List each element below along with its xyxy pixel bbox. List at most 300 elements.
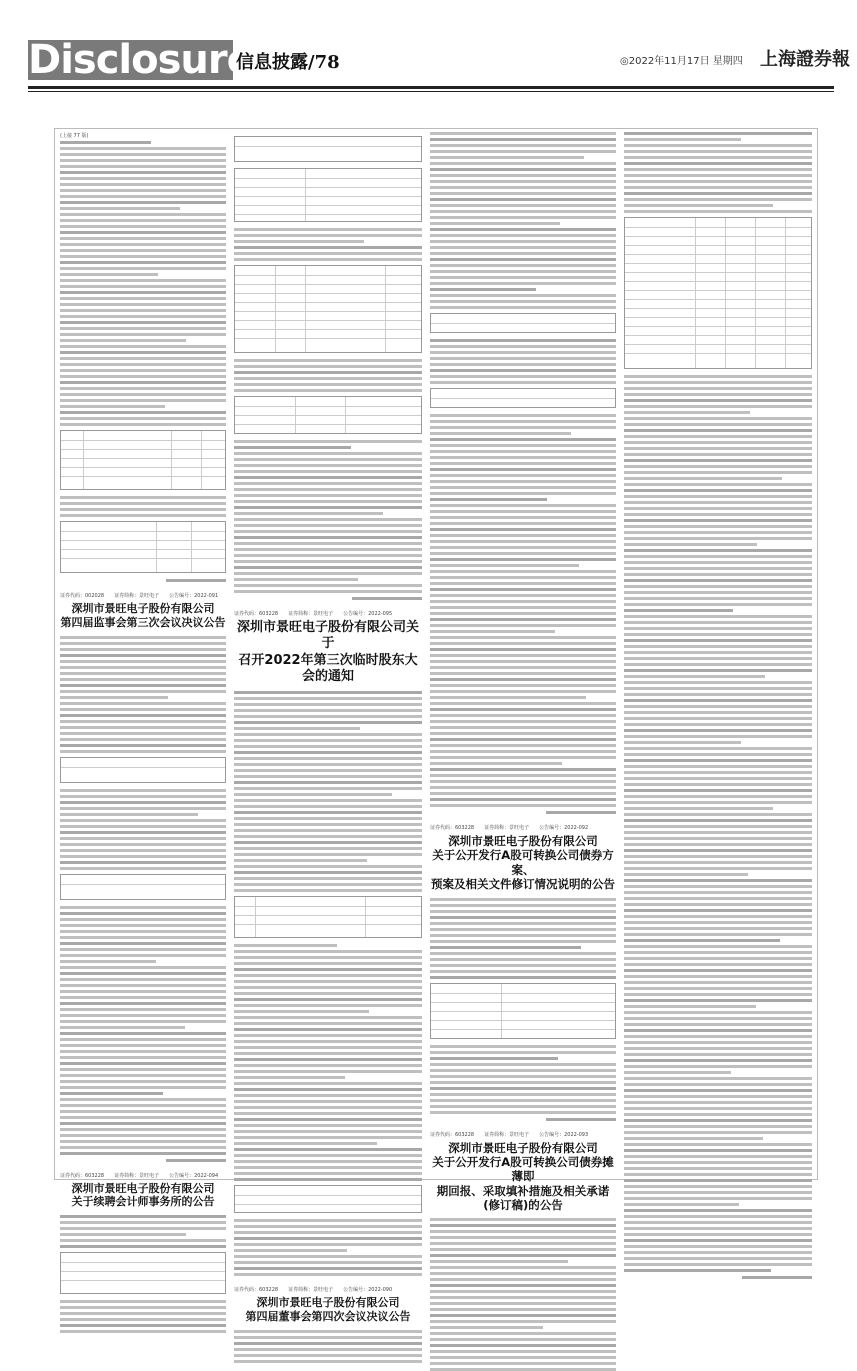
text-line <box>234 584 422 587</box>
text-line <box>624 423 812 426</box>
text-line <box>430 510 616 513</box>
text-line <box>430 426 616 429</box>
text-line <box>624 513 812 516</box>
text-line <box>234 590 422 593</box>
table-row-line <box>235 196 421 197</box>
text-line <box>60 1008 226 1011</box>
sign-off <box>166 1159 226 1162</box>
text-line <box>60 321 226 324</box>
text-line <box>624 645 812 648</box>
text-line <box>624 819 812 822</box>
text-line <box>430 618 616 621</box>
text-line <box>234 228 422 231</box>
table-row-line <box>625 245 811 246</box>
text-line <box>60 738 226 741</box>
text-line <box>430 588 616 591</box>
table-row-line <box>61 440 225 441</box>
data-table <box>60 757 226 783</box>
text-line <box>234 769 422 772</box>
text-line <box>60 708 226 711</box>
table-row-line <box>235 906 421 907</box>
body-text-block <box>60 141 226 426</box>
text-line <box>624 1089 812 1092</box>
notice-title: 预案及相关文件修订情况说明的公告 <box>431 877 615 892</box>
text-line <box>60 363 226 366</box>
text-line <box>430 351 616 354</box>
text-line <box>60 636 226 639</box>
text-line <box>60 1146 226 1149</box>
text-line <box>60 1312 226 1315</box>
table-row-line <box>235 424 421 425</box>
text-line <box>624 783 812 786</box>
text-line <box>234 1166 422 1169</box>
header-rule-thin <box>28 91 834 92</box>
text-line <box>624 1191 812 1194</box>
text-line <box>624 495 812 498</box>
text-line <box>60 177 226 180</box>
text-line <box>430 952 616 955</box>
text-line <box>624 441 812 444</box>
financial-table <box>624 217 812 369</box>
text-line <box>624 1035 812 1038</box>
text-line <box>60 831 226 834</box>
text-line <box>624 675 765 678</box>
text-line <box>234 1237 422 1240</box>
text-line <box>624 585 812 588</box>
text-line <box>234 1112 422 1115</box>
text-line <box>234 1148 422 1151</box>
text-line <box>430 558 616 561</box>
text-line <box>624 429 812 432</box>
text-line <box>430 1111 616 1114</box>
text-line <box>430 600 616 603</box>
text-line <box>60 514 226 517</box>
text-line <box>234 1010 369 1013</box>
text-line <box>430 1105 616 1108</box>
data-table <box>234 896 422 938</box>
table-row-line <box>431 1002 615 1003</box>
text-line <box>430 1296 616 1299</box>
text-line <box>234 482 422 485</box>
text-line <box>234 883 422 886</box>
notice-supervisory-board <box>60 592 226 630</box>
table-row-line <box>431 993 615 994</box>
text-line <box>624 1071 731 1074</box>
text-line <box>234 536 422 539</box>
text-line <box>624 1179 812 1182</box>
text-line <box>624 1257 812 1260</box>
text-line <box>60 225 226 228</box>
text-line <box>234 1231 422 1234</box>
text-line <box>234 548 422 551</box>
text-line <box>430 1326 543 1329</box>
text-line <box>60 255 226 258</box>
table-row-line <box>235 329 421 330</box>
text-line <box>624 1239 812 1242</box>
text-line <box>234 1034 422 1037</box>
text-line <box>430 246 616 249</box>
text-line <box>430 606 616 609</box>
text-line <box>234 751 422 754</box>
text-line <box>624 132 812 135</box>
text-line <box>624 1131 812 1134</box>
text-line <box>234 787 422 790</box>
text-line <box>624 210 812 213</box>
text-line <box>430 282 616 285</box>
text-line <box>624 933 812 936</box>
text-line <box>60 1116 226 1119</box>
text-line <box>60 1002 226 1005</box>
text-line <box>60 1134 226 1137</box>
text-line <box>60 867 226 870</box>
text-line <box>430 744 616 747</box>
text-line <box>234 452 422 455</box>
text-line <box>60 213 226 216</box>
text-line <box>430 420 616 423</box>
text-line <box>430 414 616 417</box>
text-line <box>60 183 226 186</box>
text-line <box>430 774 616 777</box>
text-line <box>234 1082 422 1085</box>
text-line <box>60 333 226 336</box>
text-line <box>430 198 616 201</box>
text-line <box>234 1255 422 1258</box>
body-text-block <box>234 1330 422 1363</box>
text-line <box>60 285 226 288</box>
text-line <box>234 1336 422 1339</box>
text-line <box>234 560 422 563</box>
text-line <box>430 204 616 207</box>
table-row-line <box>235 415 421 416</box>
text-line <box>624 1125 812 1128</box>
text-line <box>430 976 616 979</box>
text-line <box>234 733 422 736</box>
text-line <box>624 501 812 504</box>
table-row-line <box>61 1271 225 1272</box>
text-line <box>234 1342 422 1345</box>
text-line <box>624 627 812 630</box>
text-line <box>624 417 812 420</box>
text-line <box>624 198 812 201</box>
text-line <box>234 506 422 509</box>
text-line <box>60 1128 226 1131</box>
text-line <box>234 1052 422 1055</box>
text-line <box>60 660 226 663</box>
text-line <box>60 207 180 210</box>
masthead <box>0 0 857 120</box>
table-row-line <box>625 308 811 309</box>
text-line <box>624 909 812 912</box>
text-line <box>234 494 422 497</box>
text-line <box>60 1300 226 1303</box>
text-line <box>624 1113 812 1116</box>
text-line <box>430 1057 558 1060</box>
text-line <box>234 240 364 243</box>
text-line <box>624 621 812 624</box>
text-line <box>234 1360 422 1363</box>
notice-title: 期回报、采取填补措施及相关承诺 <box>436 1183 610 1198</box>
text-line <box>234 1136 422 1139</box>
text-line <box>234 518 422 521</box>
text-line <box>430 1242 616 1245</box>
text-line <box>430 132 616 135</box>
text-line <box>60 984 226 987</box>
text-line <box>430 1290 616 1293</box>
text-line <box>624 1161 812 1164</box>
text-line <box>430 552 616 555</box>
text-line <box>234 1130 422 1133</box>
text-line <box>430 1266 616 1269</box>
table-row-line <box>235 275 421 276</box>
text-line <box>60 1110 226 1113</box>
text-line <box>60 720 226 723</box>
text-line <box>430 300 616 303</box>
text-line <box>60 237 226 240</box>
text-line <box>624 795 812 798</box>
text-line <box>60 750 226 753</box>
text-line <box>430 1051 616 1054</box>
text-line <box>60 744 226 747</box>
text-line <box>430 144 616 147</box>
text-line <box>430 258 616 261</box>
text-line <box>60 195 226 198</box>
body-text-block <box>234 944 422 1181</box>
text-line <box>234 365 422 368</box>
data-table <box>60 1252 226 1294</box>
text-line <box>624 537 812 540</box>
text-line <box>430 480 616 483</box>
text-line <box>624 435 812 438</box>
text-line <box>60 1080 226 1083</box>
text-line <box>60 807 226 810</box>
text-line <box>430 1063 616 1066</box>
body-text-block <box>430 898 616 979</box>
text-line <box>430 375 616 378</box>
text-line <box>430 898 616 901</box>
text-line <box>624 741 741 744</box>
text-line <box>60 966 226 969</box>
text-line <box>624 387 812 390</box>
text-line <box>234 1064 422 1067</box>
text-line <box>60 508 226 511</box>
notice-title: 深圳市景旺电子股份有限公司 <box>71 602 215 615</box>
text-line <box>60 906 226 909</box>
text-line <box>624 1167 812 1170</box>
text-line <box>234 950 422 953</box>
text-line <box>430 546 616 549</box>
table-row-line <box>431 1029 615 1030</box>
text-line <box>624 483 812 486</box>
table-row-line <box>61 549 225 550</box>
text-line <box>430 804 616 807</box>
body-text-block <box>60 906 226 1155</box>
text-line <box>430 678 616 681</box>
column-3 <box>430 132 616 1212</box>
text-line <box>624 945 812 948</box>
text-line <box>234 1028 422 1031</box>
table-row-line <box>61 1280 225 1281</box>
text-line <box>430 306 616 309</box>
text-line <box>624 885 812 888</box>
table-row-line <box>625 227 811 228</box>
text-line <box>60 165 226 168</box>
text-line <box>624 663 812 666</box>
text-line <box>60 303 226 306</box>
table-row-line <box>235 284 421 285</box>
text-line <box>234 458 422 461</box>
text-line <box>624 144 812 147</box>
text-line <box>624 927 812 930</box>
text-line <box>624 150 812 153</box>
text-line <box>60 1104 226 1107</box>
text-line <box>624 1203 739 1206</box>
text-line <box>60 273 158 276</box>
text-line <box>234 488 422 491</box>
table-row-line <box>431 398 615 399</box>
column-1 <box>60 132 226 1209</box>
text-line <box>624 753 812 756</box>
text-line <box>430 276 616 279</box>
text-line <box>624 855 812 858</box>
text-line <box>624 1011 812 1014</box>
body-text-block <box>60 1300 226 1333</box>
text-line <box>430 1320 616 1323</box>
text-line <box>234 859 367 862</box>
text-line <box>624 765 812 768</box>
text-line <box>60 1032 226 1035</box>
text-line <box>60 1026 185 1029</box>
text-line <box>430 288 536 291</box>
text-line <box>60 936 226 939</box>
text-line <box>624 1023 812 1026</box>
text-line <box>624 1077 812 1080</box>
text-line <box>60 954 226 957</box>
section-title: 信息披露/78 <box>236 52 340 73</box>
text-line <box>60 702 226 705</box>
text-line <box>624 1029 812 1032</box>
text-line <box>430 498 547 501</box>
text-line <box>624 801 812 804</box>
text-line <box>624 747 812 750</box>
text-line <box>60 411 226 414</box>
text-line <box>624 903 812 906</box>
text-line <box>234 1058 422 1061</box>
text-line <box>430 468 616 471</box>
text-line <box>430 474 616 477</box>
text-line <box>430 462 616 465</box>
notice-title: 第四届监事会第三次会议决议公告 <box>60 615 226 629</box>
text-line <box>430 690 616 693</box>
text-line <box>624 192 812 195</box>
text-line <box>60 942 226 945</box>
text-line <box>624 681 812 684</box>
table-row-line <box>235 1195 421 1196</box>
text-line <box>60 696 168 699</box>
text-line <box>60 726 226 729</box>
text-line <box>430 174 616 177</box>
sign-off <box>166 579 226 582</box>
text-line <box>60 648 226 651</box>
text-line <box>234 1160 422 1163</box>
text-line <box>624 1209 812 1212</box>
text-line <box>430 522 616 525</box>
text-line <box>234 542 422 545</box>
text-line <box>624 735 812 738</box>
data-table <box>234 136 422 162</box>
text-line <box>234 476 422 479</box>
text-line <box>624 825 812 828</box>
text-line <box>60 1152 226 1155</box>
text-line <box>234 1348 422 1351</box>
text-line <box>430 1087 616 1090</box>
text-line <box>624 1227 812 1230</box>
text-line <box>234 1354 422 1357</box>
text-line <box>624 561 812 564</box>
text-line <box>624 837 812 840</box>
text-line <box>234 1016 422 1019</box>
text-line <box>624 1149 812 1152</box>
text-line <box>430 922 616 925</box>
text-line <box>234 877 422 880</box>
text-line <box>624 915 812 918</box>
table-row-line <box>235 187 421 188</box>
text-line <box>430 792 616 795</box>
text-line <box>430 576 616 579</box>
text-line <box>234 554 422 557</box>
notice-bond-revision <box>430 824 616 892</box>
body-text-block <box>234 359 422 392</box>
text-line <box>430 1338 616 1341</box>
text-line <box>430 528 616 531</box>
text-line <box>624 633 812 636</box>
body-text-block <box>234 691 422 892</box>
table-row-line <box>61 884 225 885</box>
text-line <box>430 1093 616 1096</box>
text-line <box>624 849 812 852</box>
body-text-block <box>430 1045 616 1114</box>
notice-title: 深圳市景旺电子股份有限公司 <box>256 1296 400 1309</box>
text-line <box>234 793 392 796</box>
text-line <box>624 711 812 714</box>
text-line <box>430 594 616 597</box>
text-line <box>234 252 422 255</box>
text-line <box>60 825 226 828</box>
text-line <box>624 759 812 762</box>
text-line <box>60 1044 226 1047</box>
notice-auditor <box>60 1172 226 1210</box>
text-line <box>624 453 812 456</box>
text-line <box>430 570 616 573</box>
text-line <box>60 819 226 822</box>
text-line <box>234 464 422 467</box>
text-line <box>60 912 226 915</box>
text-line <box>234 835 422 838</box>
text-line <box>430 264 616 267</box>
text-line <box>234 1022 422 1025</box>
text-line <box>624 162 812 165</box>
text-line <box>234 1154 422 1157</box>
text-line <box>60 672 226 675</box>
text-line <box>60 666 226 669</box>
text-line <box>430 904 616 907</box>
text-line <box>234 956 422 959</box>
text-line <box>430 438 616 441</box>
text-line <box>60 291 226 294</box>
text-line <box>60 1227 226 1230</box>
data-table <box>234 1185 422 1213</box>
text-line <box>234 1267 422 1270</box>
sign-off <box>546 811 616 814</box>
